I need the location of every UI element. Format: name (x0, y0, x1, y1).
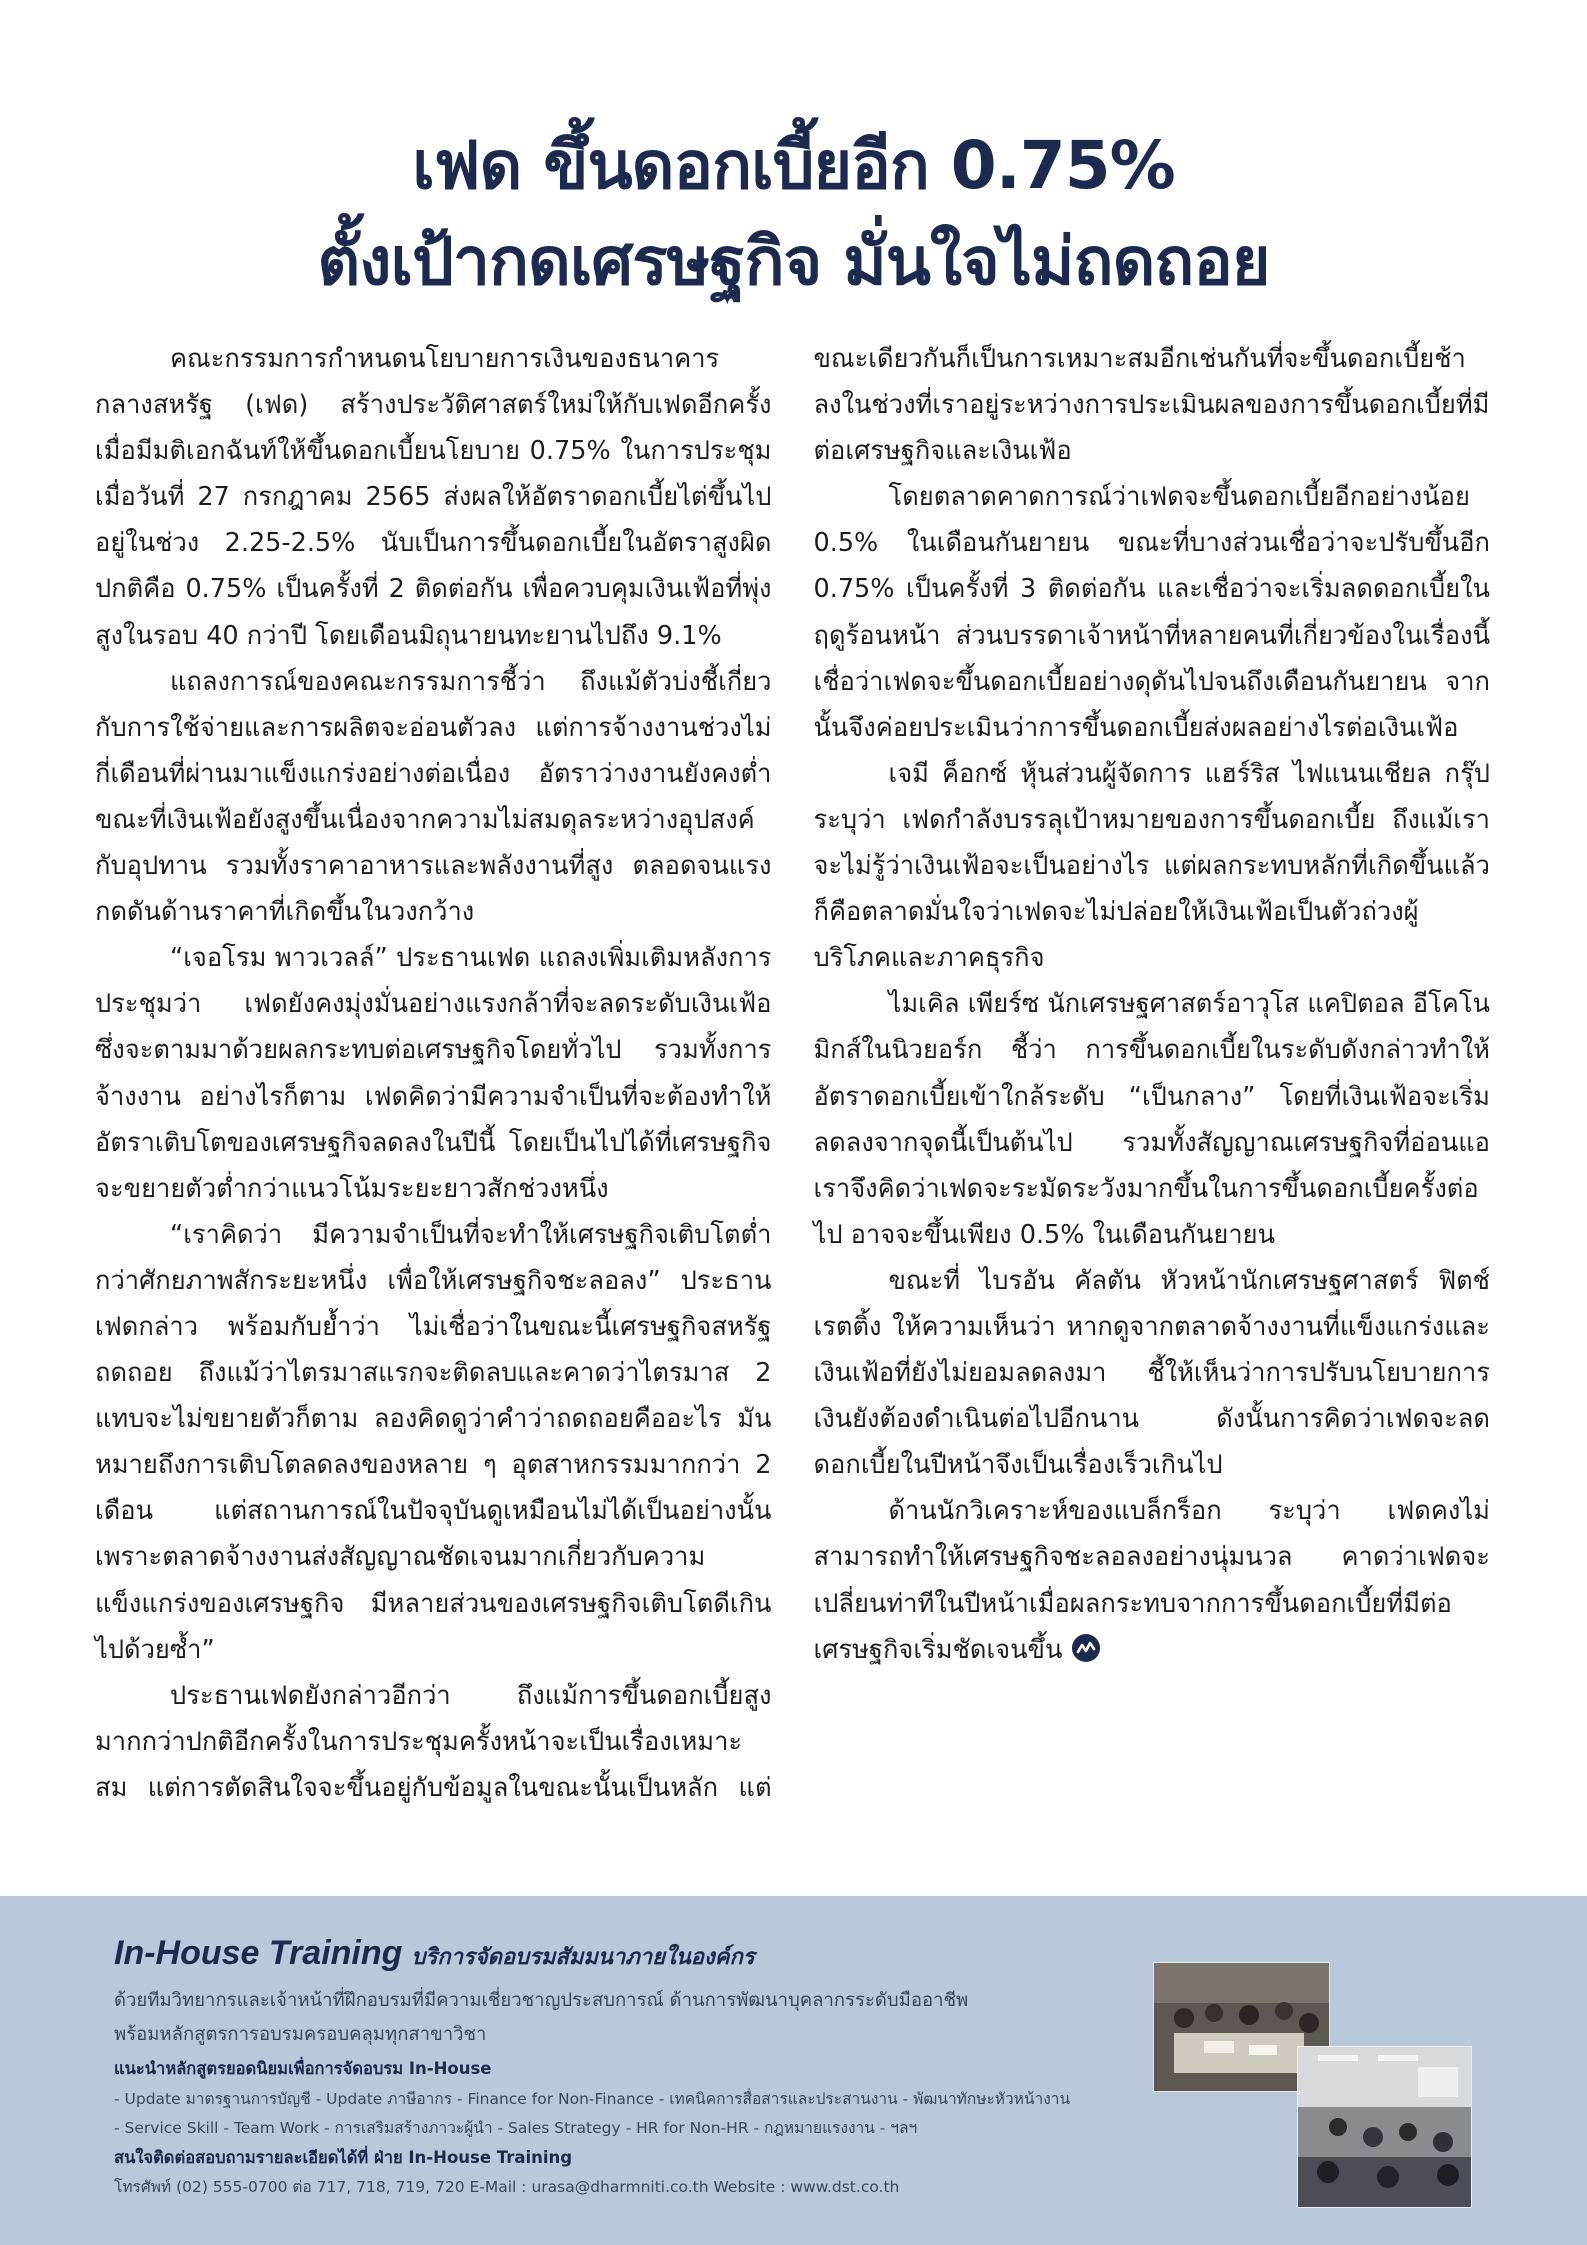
courses-line-2: - Service Skill - Team Work - การเสริมสร้างภาวะผู้นำ - Sales Strategy - HR for Non-HR - กฎหมายแรงงาน - ฯลฯ (114, 2119, 918, 2137)
paragraph: “เจอโรม พาวเวลล์” ประธานเฟด แถลงเพิ่มเติมหลังการประชุมว่า เฟดยังคงมุ่งมั่นอย่างแรงกล้าที่จะลดระดับเงินเฟ้อ ซึ่งจะตามมาด้วยผลกระทบต่อเศรษฐกิจโดยทั่วไป รวมทั้งการจ้างงาน อย่างไรก็ตาม เฟดคิดว่ามีความจำเป็นที่จะต้องทำให้อัตราเติบโตของเศรษฐกิจลดลงในปีนี้ โดยเป็นไปได้ที่เศรษฐกิจจะขยายตัวต่ำกว่าแนวโน้มระยะยาวสักช่วงหนึ่ง (95, 943, 772, 1204)
contact-heading: สนใจติดต่อสอบถามรายละเอียดได้ที่ ฝ่าย In-House Training (114, 2148, 573, 2167)
paragraph: เจมี ค็อกซ์ หุ้นส่วนผู้จัดการ แฮร์ริส ไฟแนนเชียล กรุ๊ป ระบุว่า เฟดกำลังบรรลุเป้าหมายของการขึ้นดอกเบี้ย ถึงแม้เราจะไม่รู้ว่าเงินเฟ้อจะเป็นอย่างไร แต่ผลกระทบหลักที่เกิดขึ้นแล้วก็คือตลาดมั่นใจว่าเฟดจะไม่ปล่อยให้เงินเฟ้อเป็นตัวถ่วงผู้บริโภคและภาคธุรกิจ (813, 758, 1490, 974)
courses-line-1: - Update มาตรฐานการบัญชี - Update ภาษีอากร - Finance for Non-Finance - เทคนิคการสื่อสารและประสานงาน - พัฒนาทักษะหัวหน้างาน (114, 2090, 1071, 2108)
in-house-training-banner (0, 1896, 1587, 2245)
banner-desc-1: ด้วยทีมวิทยากรและเจ้าหน้าที่ฝึกอบรมที่มีความเชี่ยวชาญประสบการณ์ ด้านการพัฒนาบุคลากรระดับมืออาชีพ (114, 1990, 969, 2011)
banner-title-en: In-House Training (114, 1934, 403, 1972)
paragraph: โดยตลาดคาดการณ์ว่าเฟดจะขึ้นดอกเบี้ยอีกอย่างน้อย 0.5% ในเดือนกันยายน ขณะที่บางส่วนเชื่อว่าจะปรับขึ้นอีก 0.75% เป็นครั้งที่ 3 ติดต่อกัน และเชื่อว่าจะเริ่มลดดอกเบี้ยในฤดูร้อนหน้า ส่วนบรรดาเจ้าหน้าที่หลายคนที่เกี่ยวข้องในเรื่องนี้เชื่อว่าเฟดจะขึ้นดอกเบี้ยอย่างดุดันไปจนถึงเดือนกันยายน จากนั้นจึงค่อยประเมินว่าการขึ้นดอกเบี้ยส่งผลอย่างไรต่อเงินเฟ้อ (813, 482, 1490, 743)
banner-heading (114, 1934, 755, 1974)
paragraph: แถลงการณ์ของคณะกรรมการชี้ว่า ถึงแม้ตัวบ่งชี้เกี่ยวกับการใช้จ่ายและการผลิตจะอ่อนตัวลง แต่การจ้างงานช่วงไม่กี่เดือนที่ผ่านมาแข็งแกร่งอย่างต่อเนื่อง อัตราว่างงานยังคงต่ำ ขณะที่เงินเฟ้อยังสูงขึ้นเนื่องจากความไม่สมดุลระหว่างอุปสงค์กับอุปทาน รวมทั้งราคาอาหารและพลังงานที่สูง ตลอดจนแรงกดดันด้านราคาที่เกิดขึ้นในวงกว้าง (95, 666, 772, 928)
courses-heading: แนะนำหลักสูตรยอดนิยมเพื่อการจัดอบรม In-House (114, 2059, 492, 2078)
paragraph: ขณะที่ ไบรอัน คัลตัน หัวหน้านักเศรษฐศาสตร์ ฟิตช์ เรตติ้ง ให้ความเห็นว่า หากดูจากตลาดจ้างงานที่แข็งแกร่งและเงินเฟ้อที่ยังไม่ยอมลดลงมา ชี้ให้เห็นว่าการปรับนโยบายการเงินยังต้องดำเนินต่อไปอีกนาน ดังนั้นการคิดว่าเฟดจะลดดอกเบี้ยในปีหน้าจึงเป็นเรื่องเร็วเกินไป (813, 1265, 1490, 1481)
banner-desc-2: พร้อมหลักสูตรการอบรมครอบคลุมทุกสาขาวิชา (114, 2024, 487, 2045)
title-line-1: เฟด ขึ้นดอกเบี้ยอีก 0.75% (412, 127, 1175, 204)
paragraph: คณะกรรมการกำหนดนโยบายการเงินของธนาคารกลางสหรัฐ (เฟด) สร้างประวัติศาสตร์ใหม่ให้กับเฟดอีกครั้ง เมื่อมีมติเอกฉันท์ให้ขึ้นดอกเบี้ยนโยบาย 0.75% ในการประชุมเมื่อวันที่ 27 กรกฎาคม 2565 ส่งผลให้อัตราดอกเบี้ยไต่ขึ้นไปอยู่ในช่วง 2.25-2.5% นับเป็นการขึ้นดอกเบี้ยในอัตราสูงผิดปกติคือ 0.75% เป็นครั้งที่ 2 ติดต่อกัน เพื่อควบคุมเงินเฟ้อที่พุ่งสูงในรอบ 40 กว่าปี โดยเดือนมิถุนายนทะยานไปถึง 9.1% (95, 344, 772, 651)
paragraph: ประธานเฟดยังกล่าวอีกว่า ถึงแม้การขึ้นดอกเบี้ยสูงมากกว่าปกติอีกครั้งในการประชุมครั้งหน้าจะเป็นเรื่องเหมาะสม แต่การตัดสินใจจะขึ้นอยู่กับข้อมูลในขณะนั้นเป็นหลัก แต่ขณะเดียวกันก็เป็นการเหมาะสมอีกเช่นกันที่จะขึ้นดอกเบี้ยช้าลงในช่วงที่เราอยู่ระหว่างการประเมินผลของการขึ้นดอกเบี้ยที่มีต่อเศรษฐกิจและเงินเฟ้อ (95, 344, 1490, 1803)
article-body (95, 336, 1490, 1856)
contact-line: โทรศัพท์ (02) 555-0700 ต่อ 717, 718, 719, 720 E-Mail : urasa@dharmniti.co.th Website : www.dst.co.th (114, 2178, 900, 2196)
banner-title-th: บริการจัดอบรมสัมมนาภายในองค์กร (411, 1945, 755, 1970)
title-line-2: ตั้งเป้ากดเศรษฐกิจ มั่นใจไม่ถดถอย (317, 223, 1270, 300)
paragraph-last (814, 1488, 1491, 1672)
paragraph: “เราคิดว่า มีความจำเป็นที่จะทำให้เศรษฐกิจเติบโตต่ำกว่าศักยภาพสักระยะหนึ่ง เพื่อให้เศรษฐกิจชะลอลง” ประธานเฟดกล่าว พร้อมกับย้ำว่า ไม่เชื่อว่าในขณะนี้เศรษฐกิจสหรัฐถดถอย ถึงแม้ว่าไตรมาสแรกจะติดลบและคาดว่าไตรมาส 2 แทบจะไม่ขยายตัวก็ตาม ลองคิดดูว่าคำว่าถดถอยคืออะไร มันหมายถึงการเติบโตลดลงของหลาย ๆ อุตสาหกรรมมากกว่า 2 เดือน แต่สถานการณ์ในปัจจุบันดูเหมือนไม่ได้เป็นอย่างนั้น เพราะตลาดจ้างงานส่งสัญญาณชัดเจนมากเกี่ยวกับความแข็งแกร่งของเศรษฐกิจ มีหลายส่วนของเศรษฐกิจเติบโตดีเกินไปด้วยซ้ำ” (95, 1219, 772, 1665)
paragraph-last-text: ด้านนักวิเคราะห์ของแบล็กร็อก ระบุว่า เฟดคงไม่สามารถทำให้เศรษฐกิจชะลอลงอย่างนุ่มนวล คาดว่าเฟดจะเปลี่ยนท่าทีในปีหน้าเมื่อผลกระทบจากการขึ้นดอกเบี้ยที่มีต่อเศรษฐกิจเริ่มชัดเจนขึ้น (813, 1496, 1490, 1665)
logo-mark-icon (1072, 1634, 1100, 1662)
training-photo-2 (1297, 2046, 1472, 2208)
article-title (0, 118, 1587, 310)
paragraph: ไมเคิล เพียร์ซ นักเศรษฐศาสตร์อาวุโส แคปิตอล อีโคโนมิกส์ในนิวยอร์ก ชี้ว่า การขึ้นดอกเบี้ยในระดับดังกล่าวทำให้อัตราดอกเบี้ยเข้าใกล้ระดับ “เป็นกลาง” โดยที่เงินเฟ้อจะเริ่มลดลงจากจุดนี้เป็นต้นไป รวมทั้งสัญญาณเศรษฐกิจที่อ่อนแอ เราจึงคิดว่าเฟดจะระมัดระวังมากขึ้นในการขึ้นดอกเบี้ยครั้งต่อไป อาจจะขึ้นเพียง 0.5% ในเดือนกันยายน (813, 989, 1490, 1250)
